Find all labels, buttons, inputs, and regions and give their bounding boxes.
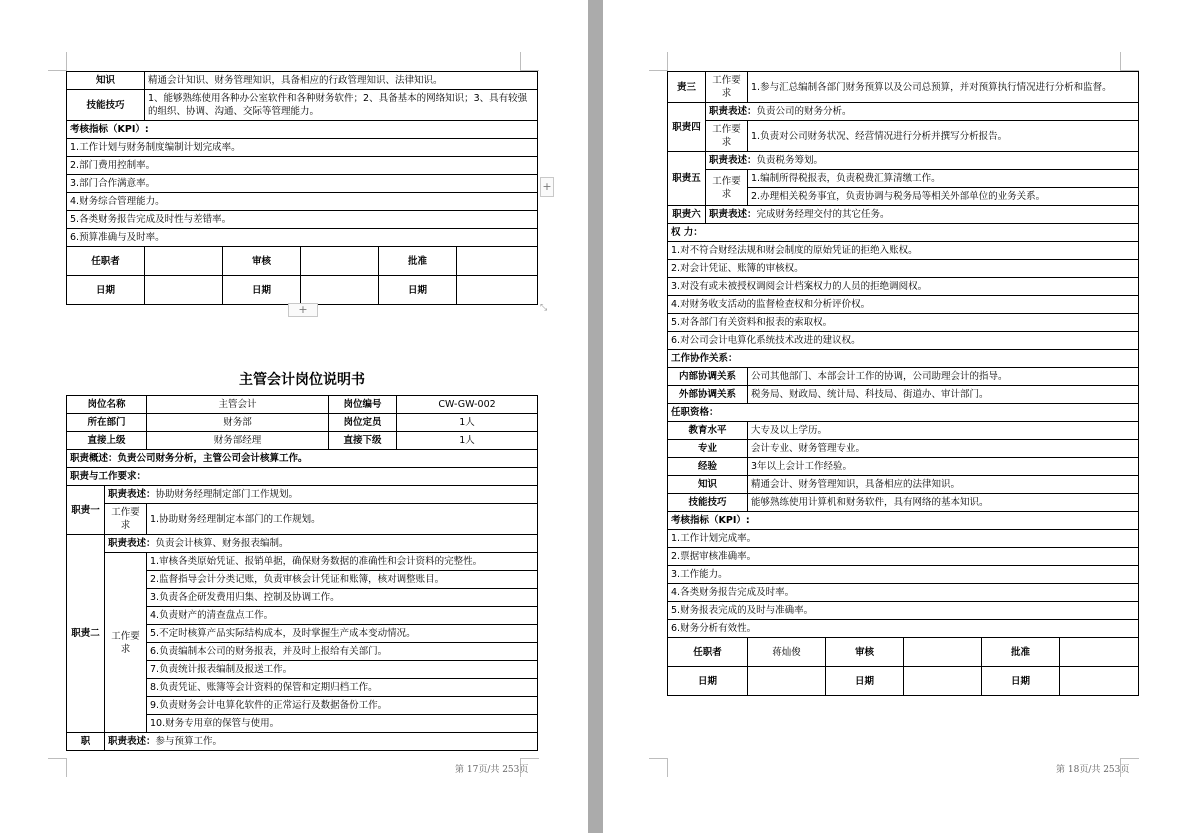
duty-desc-label: 职责表述： (108, 736, 156, 747)
crop-mark (649, 52, 668, 71)
duty-desc-text: 完成财务经理交付的其它任务。 (756, 209, 890, 220)
duty-tag: 职 (67, 733, 105, 751)
right-item: 2.对会计凭证、账簿的审核权。 (668, 260, 1139, 278)
work-req-item: 3.负责各企研发费用归集、控制及协调工作。 (147, 589, 538, 607)
duty-desc-label: 职责表述： (709, 106, 757, 117)
work-req-label: 工作要求 (105, 553, 147, 733)
work-req-item: 8.负责凭证、账簿等会计资料的保管和定期归档工作。 (147, 679, 538, 697)
external-coop-value: 税务局、财政局、统计局、科技局、街道办、审计部门。 (748, 386, 1139, 404)
sign-date-value (457, 276, 538, 305)
sign-approve-value (1060, 638, 1139, 667)
previous-position-table (66, 71, 538, 305)
table-resize-handle[interactable]: ⤡ (540, 303, 548, 313)
work-req-label: 工作要求 (706, 121, 748, 152)
kpi-header: 考核指标（KPI）: (67, 121, 538, 139)
duties-header: 职责与工作要求： (67, 468, 538, 486)
crop-mark (520, 52, 539, 71)
qual-label: 专业 (668, 440, 748, 458)
work-req-item: 6.负责编制本公司的财务报表，并及时上报给有关部门。 (147, 643, 538, 661)
position-name-value: 主管会计 (147, 396, 329, 414)
kpi-item: 4.财务综合管理能力。 (67, 193, 538, 211)
qual-value: 大专及以上学历。 (748, 422, 1139, 440)
knowledge-label: 知识 (67, 72, 145, 90)
sign-date-label: 日期 (67, 276, 145, 305)
department-label: 所在部门 (67, 414, 147, 432)
sign-date-label: 日期 (223, 276, 301, 305)
qual-label: 技能技巧 (668, 494, 748, 512)
kpi-item: 4.各类财务报告完成及时率。 (668, 584, 1139, 602)
sign-review-label: 审核 (223, 247, 301, 276)
duty-desc-label: 职责表述： (108, 538, 156, 549)
internal-coop-value: 公司其他部门、本部会计工作的协调，公司助理会计的指导。 (748, 368, 1139, 386)
position-code-label: 岗位编号 (329, 396, 397, 414)
work-req-item: 9.负责财务会计电算化软件的正常运行及数据备份工作。 (147, 697, 538, 715)
work-req-item: 1.负责对公司财务状况、经营情况进行分析并撰写分析报告。 (748, 121, 1139, 152)
duty-description (706, 206, 1139, 224)
kpi-item: 5.财务报表完成的及时与准确率。 (668, 602, 1139, 620)
headcount-label: 岗位定员 (329, 414, 397, 432)
sign-review-value (301, 247, 379, 276)
sign-date-label: 日期 (668, 667, 748, 696)
qual-value: 3年以上会计工作经验。 (748, 458, 1139, 476)
sign-date-label: 日期 (982, 667, 1060, 696)
duty-tag: 责三 (668, 72, 706, 103)
headcount-value: 1人 (397, 414, 538, 432)
duty-desc-text: 参与预算工作。 (155, 736, 223, 747)
kpi-item: 2.部门费用控制率。 (67, 157, 538, 175)
work-req-item: 1.审核各类原始凭证、报销单据，确保财务数据的准确性和会计资料的完整性。 (147, 553, 538, 571)
position-name-label: 岗位名称 (67, 396, 147, 414)
quals-header: 任职资格： (668, 404, 1139, 422)
right-item: 4.对财务收支活动的监督检查权和分析评价权。 (668, 296, 1139, 314)
page-17 (0, 0, 588, 833)
sign-approve-value (457, 247, 538, 276)
page-18 (603, 0, 1187, 833)
work-req-item: 2.办理相关税务事宜，负责协调与税务局等相关外部单位的业务关系。 (748, 188, 1139, 206)
sign-date-label: 日期 (826, 667, 904, 696)
duty-desc-text: 协助财务经理制定部门工作规划。 (155, 489, 299, 500)
duty-description (105, 733, 538, 751)
duty-tag: 职责一 (67, 486, 105, 535)
subordinate-value: 1人 (397, 432, 538, 450)
crop-mark (1120, 52, 1139, 71)
page-number: 第 17页/共 253页 (455, 765, 529, 775)
page-number: 第 18页/共 253页 (1056, 765, 1130, 775)
duty-tag: 职责二 (67, 535, 105, 733)
kpi-item: 6.预算准确与及时率。 (67, 229, 538, 247)
kpi-item: 6.财务分析有效性。 (668, 620, 1139, 638)
kpi-item: 1.工作计划与财务制度编制计划完成率。 (67, 139, 538, 157)
sign-date-value (301, 276, 379, 305)
qual-value: 能够熟练使用计算机和财务软件，具有网络的基本知识。 (748, 494, 1139, 512)
rights-header: 权 力： (668, 224, 1139, 242)
department-value: 财务部 (147, 414, 329, 432)
kpi-header: 考核指标（KPI）: (668, 512, 1139, 530)
sign-holder-value (145, 247, 223, 276)
supervisor-label: 直接上级 (67, 432, 147, 450)
subordinate-label: 直接下级 (329, 432, 397, 450)
external-coop-label: 外部协调关系 (668, 386, 748, 404)
sign-date-value (904, 667, 982, 696)
work-req-label: 工作要求 (706, 170, 748, 206)
duty-tag: 职责四 (668, 103, 706, 152)
sign-approve-label: 批准 (982, 638, 1060, 667)
sign-date-value (145, 276, 223, 305)
work-req-item: 5.不定时核算产品实际结构成本，及时掌握生产成本变动情况。 (147, 625, 538, 643)
supervisor-value: 财务部经理 (147, 432, 329, 450)
add-column-button[interactable]: + (540, 177, 554, 197)
sign-holder-label: 任职者 (668, 638, 748, 667)
work-req-item: 1.参与汇总编制各部门财务预算以及公司总预算，并对预算执行情况进行分析和监督。 (748, 72, 1139, 103)
work-req-label: 工作要求 (105, 504, 147, 535)
coop-header: 工作协作关系： (668, 350, 1139, 368)
sign-review-value (904, 638, 982, 667)
crop-mark (48, 758, 67, 777)
sign-approve-label: 批准 (379, 247, 457, 276)
crop-mark (649, 758, 668, 777)
qual-label: 经验 (668, 458, 748, 476)
qual-value: 精通会计、财务管理知识，具备相应的法律知识。 (748, 476, 1139, 494)
duty-description (706, 103, 1139, 121)
qual-label: 教育水平 (668, 422, 748, 440)
kpi-item: 2.票据审核准确率。 (668, 548, 1139, 566)
knowledge-value: 精通会计知识、财务管理知识，具备相应的行政管理知识、法律知识。 (145, 72, 538, 90)
sign-holder-label: 任职者 (67, 247, 145, 276)
duty-tag: 职责六 (668, 206, 706, 224)
internal-coop-label: 内部协调关系 (668, 368, 748, 386)
work-req-label: 工作要求 (706, 72, 748, 103)
right-item: 1.对不符合财经法规和财会制度的原始凭证的拒绝入账权。 (668, 242, 1139, 260)
duty-description (105, 535, 538, 553)
right-item: 3.对没有或未被授权调阅会计档案权力的人员的拒绝调阅权。 (668, 278, 1139, 296)
sign-holder-value: 蒋灿俊 (748, 638, 826, 667)
duty-description (105, 486, 538, 504)
duty-description (706, 152, 1139, 170)
position-code-value: CW-GW-002 (397, 396, 538, 414)
work-req-item: 7.负责统计报表编制及报送工作。 (147, 661, 538, 679)
duty-desc-label: 职责表述： (709, 209, 757, 220)
skills-label: 技能技巧 (67, 90, 145, 121)
work-req-item: 1.协助财务经理制定本部门的工作规划。 (147, 504, 538, 535)
kpi-item: 5.各类财务报告完成及时性与差错率。 (67, 211, 538, 229)
sign-date-value (1060, 667, 1139, 696)
position-description-table-cont (667, 71, 1139, 696)
right-item: 6.对公司会计电算化系统技术改进的建议权。 (668, 332, 1139, 350)
skills-value: 1、能够熟练使用各种办公室软件和各种财务软件；2、具备基本的网络知识；3、具有较强的组织、协调、沟通、交际等管理能力。 (145, 90, 538, 121)
duty-desc-text: 负责公司的财务分析。 (756, 106, 852, 117)
crop-mark (48, 52, 67, 71)
kpi-item: 1.工作计划完成率。 (668, 530, 1139, 548)
duty-desc-label: 职责表述： (108, 489, 156, 500)
duty-desc-text: 负责税务筹划。 (756, 155, 824, 166)
duty-desc-label: 职责表述： (709, 155, 757, 166)
work-req-item: 2.监督指导会计分类记账，负责审核会计凭证和账簿，核对调整账目。 (147, 571, 538, 589)
document-title: 主管会计岗位说明书 (239, 372, 365, 388)
qual-label: 知识 (668, 476, 748, 494)
sign-date-label: 日期 (379, 276, 457, 305)
kpi-item: 3.工作能力。 (668, 566, 1139, 584)
work-req-item: 10.财务专用章的保管与使用。 (147, 715, 538, 733)
position-description-table (66, 395, 538, 751)
duty-overview: 职责概述：负责公司财务分析，主管公司会计核算工作。 (67, 450, 538, 468)
work-req-item: 4.负责财产的清查盘点工作。 (147, 607, 538, 625)
sign-review-label: 审核 (826, 638, 904, 667)
add-row-button[interactable]: + (288, 303, 318, 317)
duty-desc-text: 负责会计核算、财务报表编制。 (155, 538, 289, 549)
duty-tag: 职责五 (668, 152, 706, 206)
right-item: 5.对各部门有关资料和报表的索取权。 (668, 314, 1139, 332)
sign-date-value (748, 667, 826, 696)
kpi-item: 3.部门合作满意率。 (67, 175, 538, 193)
work-req-item: 1.编制所得税报表，负责税费汇算清缴工作。 (748, 170, 1139, 188)
qual-value: 会计专业、财务管理专业。 (748, 440, 1139, 458)
